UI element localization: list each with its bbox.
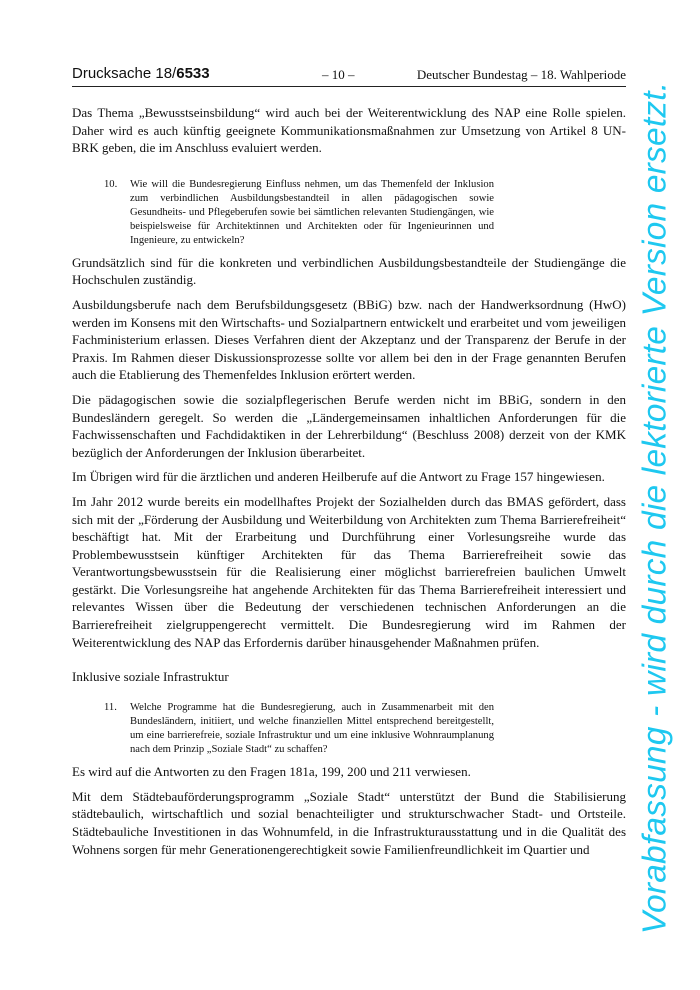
section-heading: Inklusive soziale Infrastruktur <box>72 669 229 685</box>
document-number: Drucksache 18/6533 <box>72 65 210 82</box>
page-header <box>72 62 626 87</box>
question-text: Welche Programme hat die Bundesregierung, auch in Zusammenarbeit mit den Bundesländern, initiiert, und welche finanziellen Mittel entsprechend bereitgestellt, um eine barrierefreie, soziale Infrastruktur und um eine inklusive Wohnraumplanung nach dem Prinzip „Soziale Stadt“ zu schaffen? <box>130 702 494 756</box>
paragraph: Die pädagogischen sowie die sozialpflegerischen Berufe werden nicht im BBiG, sondern in den Bundesländern geregelt. So werden die „Ländergemeinsamen inhaltlichen Anforderungen für die Fachwissenschaften und Fachdidaktiken in der Lehrerbildung“ (Beschluss 2008) derzeit von der KMK bezüglich der Anforderungen der Inklusion überarbeitet. <box>72 391 626 460</box>
paragraph: Es wird auf die Antworten zu den Fragen 181a, 199, 200 und 211 verwiesen. <box>72 764 471 780</box>
paragraph: Mit dem Städtebauförderungsprogramm „Soziale Stadt“ unterstützt der Bund die Stabilisierung städtebaulich, wirtschaftlich und sozial benachteiligter und strukturschwacher Stadt- und Ortsteile. Städtebauliche Investitionen in das Wohnumfeld, in die Infrastrukturausstattung und in die Qualität des Wohnens sorgen für mehr Generationengerechtigkeit sowie Familienfreundlichkeit im Quartier und <box>72 788 626 857</box>
question-10 <box>104 178 626 248</box>
question-11 <box>104 701 626 757</box>
paragraph: Grundsätzlich sind für die konkreten und verbindlichen Ausbildungsbestandteile der Studiengänge die Hochschulen zuständig. <box>72 254 626 288</box>
draft-watermark <box>630 81 680 935</box>
paragraph: Ausbildungsberufe nach dem Berufsbildungsgesetz (BBiG) bzw. nach der Handwerksordnung (HwO) werden im Konsens mit den Wirtschafts- und Sozialpartnern entwickelt und erarbeitet und vom jeweiligen Fachministerium erlassen. Dieses Verfahren dient der Akzeptanz und der Transparenz der Berufe in der Praxis. Im Rahmen dieser Diskussionsprozesse sollte vor allem bei den in der Frage genannten Berufen auch die Etablierung des Themenfeldes Inklusion erörtert werden. <box>72 296 626 383</box>
paragraph: Das Thema „Bewusstseinsbildung“ wird auch bei der Weiterentwicklung des NAP eine Rolle spielen. Daher wird es auch künftig geeignete Kommunikationsmaßnahmen zur Umsetzung von Artikel 8 UN-BRK geben, die im Anschluss evaluiert werden. <box>72 105 626 156</box>
question-number: 11. <box>104 702 117 714</box>
watermark-text: Vorabfassung - wird durch die lektorierte Version ersetzt. <box>636 81 673 935</box>
question-number: 10. <box>104 178 118 190</box>
page-number: – 10 – <box>322 67 355 82</box>
publisher-label: Deutscher Bundestag – 18. Wahlperiode <box>416 67 626 82</box>
question-text: Wie will die Bundesregierung Einfluss nehmen, um das Themenfeld der Inklusion zum verbindlichen Ausbildungsbestandteil in allen pädagogischen sowie Gesundheits- und Pflegeberufen sowie bei sämtlichen relevanten Studiengängen, wie beispielsweise für Architektinnen und Architekten oder für Ingenieurinnen und Ingenieure, zu entwickeln? <box>130 178 494 246</box>
document-body <box>72 104 626 865</box>
paragraph: Im Übrigen wird für die ärztlichen und anderen Heilberufe auf die Antwort zu Frage 157 hingewiesen. <box>72 469 605 485</box>
paragraph: Im Jahr 2012 wurde bereits ein modellhaftes Projekt der Sozialhelden durch das BMAS gefördert, dass sich mit der „Förderung der Ausbildung und Weiterbildung von Architekten zum Thema Barrierefreiheit“ beschäftigt hat. Mit der Erarbeitung und Durchführung einer Vorlesungsreihe wurde das Problembewusstsein künftiger Architekten für das Thema Barrierefreiheit sowie das Verantwortungsbewusstsein für die Realisierung einer möglichst barrierefreien baulichen Umwelt gestärkt. Die Vorlesungsreihe hat angehende Architekten für das Thema Barrierefreiheit interessiert und relevantes Wissen über die Bedeutung der verschiedenen technischen Anforderungen an die Barrierefreiheit zielgruppengerecht vermittelt. Die Bundesregierung wird im Rahmen der Weiterentwicklung des NAP das Erfordernis darüber hinausgehender Maßnahmen prüfen. <box>72 493 626 650</box>
